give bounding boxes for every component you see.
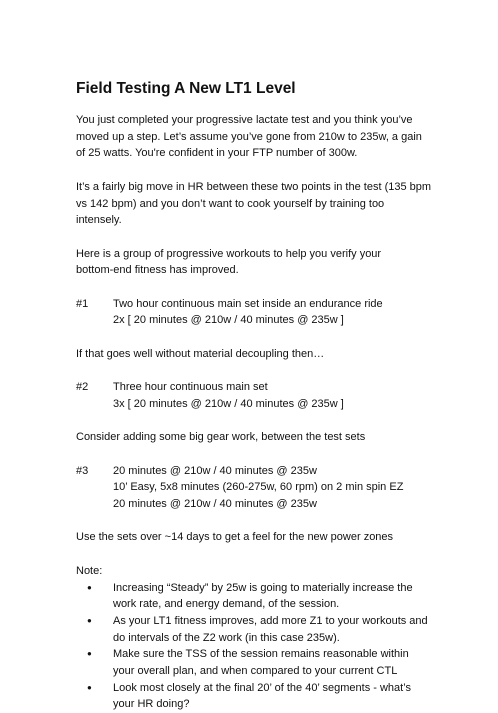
bullet-icon: ●	[87, 649, 92, 659]
note-text: As your LT1 fitness improves, add more Z1 to your workouts and do intervals of the Z2 work (in this case 235w).	[113, 614, 428, 644]
workout-line: 3x [ 20 minutes @ 210w / 40 minutes @ 235w ]	[113, 397, 344, 410]
workout-line: 20 minutes @ 210w / 40 minutes @ 235w	[113, 498, 317, 511]
intro-paragraph: You just completed your progressive lactate test and you think you’ve moved up a step. Let’s assume you’ve gone from 210w to 235w, a gain of 25 watts. You're confident in your FTP number of 300w.	[76, 114, 422, 160]
list-item	[76, 613, 478, 646]
bullet-icon: ●	[87, 682, 92, 692]
list-item	[76, 580, 478, 613]
workout-3	[76, 463, 478, 513]
note-text: Increasing “Steady” by 25w is going to materially increase the work rate, and energy demand, of the session.	[113, 581, 413, 611]
note-list	[76, 580, 478, 713]
workout-line: Three hour continuous main set	[113, 381, 268, 394]
hr-paragraph: It’s a fairly big move in HR between these two points in the test (135 bpm vs 142 bpm) and you don’t want to cook yourself by training too intensely.	[76, 180, 432, 227]
list-item	[76, 680, 478, 713]
workouts-intro-paragraph: Here is a group of progressive workouts to help you verify your bottom-end fitness has improved.	[76, 247, 382, 277]
bullet-icon: ●	[87, 615, 92, 625]
decoupling-paragraph: If that goes well without material decoupling then…	[76, 347, 325, 360]
workout-lines	[113, 379, 478, 412]
list-item	[76, 646, 478, 679]
note-text: Look most closely at the final 20’ of the 40’ segments - what’s your HR doing?	[113, 681, 411, 711]
workout-lines	[113, 463, 478, 513]
workout-number: #3	[76, 464, 89, 477]
workout-1	[76, 296, 478, 329]
workout-line: Two hour continuous main set inside an endurance ride	[113, 297, 383, 310]
workout-line: 20 minutes @ 210w / 40 minutes @ 235w	[113, 464, 317, 477]
workout-lines	[113, 296, 478, 329]
use-sets-paragraph: Use the sets over ~14 days to get a feel for the new power zones	[76, 531, 394, 544]
bullet-icon: ●	[87, 582, 92, 592]
big-gear-paragraph: Consider adding some big gear work, between the test sets	[76, 431, 366, 444]
workout-2	[76, 379, 478, 412]
workout-number: #1	[76, 297, 89, 310]
document-title: Field Testing A New LT1 Level	[76, 80, 296, 97]
workout-line: 2x [ 20 minutes @ 210w / 40 minutes @ 235w ]	[113, 314, 344, 327]
workout-line: 10’ Easy, 5x8 minutes (260-275w, 60 rpm) on 2 min spin EZ	[113, 481, 404, 494]
note-label: Note:	[76, 564, 103, 577]
note-text: Make sure the TSS of the session remains reasonable within your overall plan, and when compared to your current CTL	[113, 648, 409, 678]
workout-number: #2	[76, 381, 89, 394]
